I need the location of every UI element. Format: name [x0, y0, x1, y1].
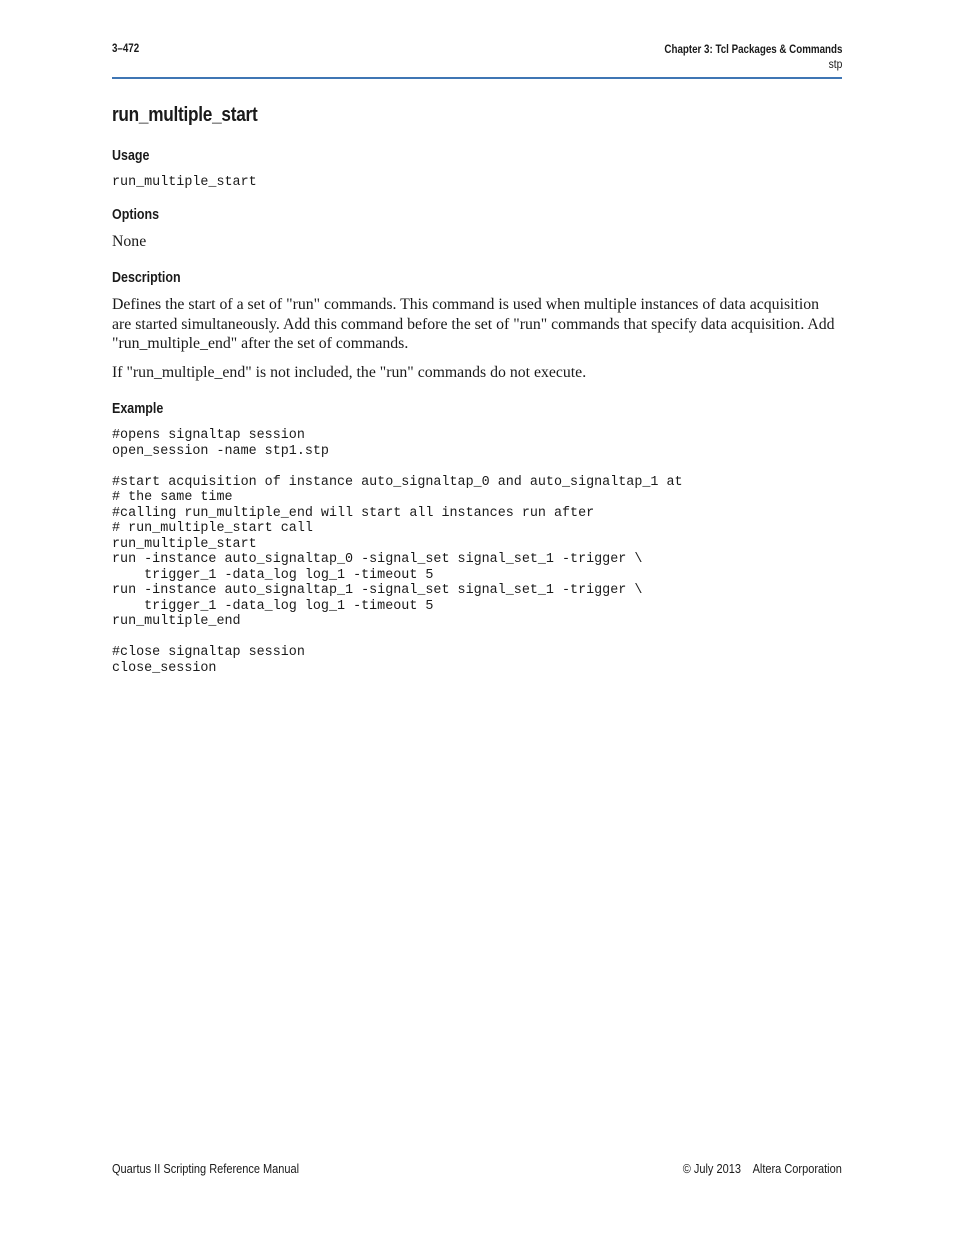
manual-title: Quartus II Scripting Reference Manual: [112, 1162, 300, 1176]
command-title: run_multiple_start: [112, 104, 258, 126]
options-text: None: [112, 233, 147, 250]
header-rule: [112, 77, 842, 79]
usage-heading: Usage: [112, 148, 150, 164]
section-name: stp: [828, 59, 842, 71]
description-paragraph: If "run_multiple_end" is not included, the "run" commands do not execute.: [112, 364, 587, 381]
options-heading: Options: [112, 207, 160, 223]
description-heading: Description: [112, 270, 181, 286]
page-number: 3–472: [112, 43, 140, 55]
example-code: #opens signaltap session open_session -name stp1.stp #start acquisition of instance auto_signaltap_0 and auto_signaltap_1 at # the same time #calling run_multiple_end will start all instances run after # run_multiple_start call run_multiple_start run -instance auto_signaltap_0 -signal_set signal_set_1 -trigger \ trigger_1 -data_log log_1 -timeout 5 run -instance auto_signaltap_1 -signal_set signal_set_1 -trigger \ trigger_1 -data_log log_1 -timeout 5 run_multiple_end #close signaltap session close_session: [112, 428, 683, 676]
chapter-title: Chapter 3: Tcl Packages & Commands: [663, 44, 842, 56]
usage-code: run_multiple_start: [112, 175, 257, 190]
running-header: [633, 43, 842, 73]
description-paragraph: Defines the start of a set of "run" commands. This command is used when multiple instances of data acquisition are started simultaneously. Add this command before the set of "run" commands that specify data acquisition. Add "run_multiple_end" after the set of commands.: [112, 296, 835, 352]
copyright: © July 2013 Altera Corporation: [682, 1162, 842, 1176]
example-heading: Example: [112, 401, 164, 417]
